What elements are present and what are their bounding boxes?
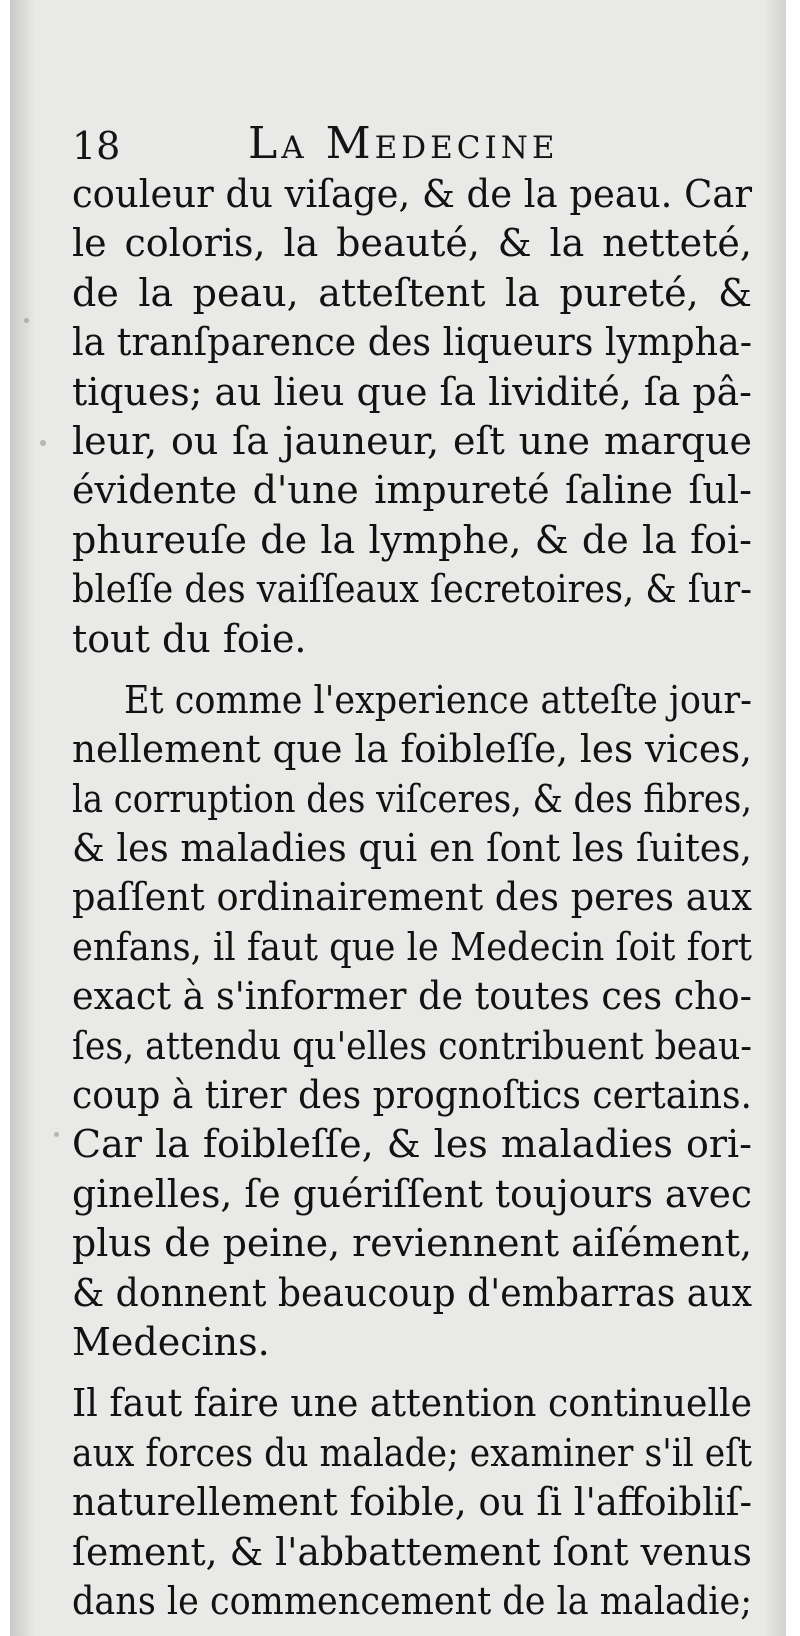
text-line: leur, ou ſa jauneur, eſt une marque — [72, 418, 752, 463]
book-title: La Medecine — [248, 118, 559, 169]
text-line: plus de peine, reviennent aiſément, — [72, 1221, 752, 1266]
text-line: Et comme l'experience atteſte jour- — [124, 677, 752, 722]
ink-speck — [40, 440, 46, 446]
text-line: coup à tirer des prognoſtics certains. — [72, 1073, 753, 1118]
text-line: Il faut faire une attention continuelle — [72, 1381, 753, 1426]
page-edge-shadow-left — [10, 0, 36, 1636]
text-line: de la peau, atteſtent la pureté, & — [72, 270, 752, 315]
ink-speck — [24, 318, 29, 323]
text-line: ſes, attendu qu'elles contribuent beau- — [72, 1023, 753, 1068]
text-line: couleur du viſage, & de la peau. Car — [72, 172, 752, 216]
text-line: exact à s'informer de toutes ces cho- — [72, 974, 752, 1019]
page-edge-shadow-right — [764, 0, 786, 1636]
text-line: le coloris, la beauté, & la netteté, — [72, 221, 752, 266]
ink-speck — [54, 1132, 59, 1137]
text-line: & donnent beaucoup d'embarras aux — [72, 1270, 753, 1315]
page-number: 18 — [72, 124, 121, 168]
text-line: & les maladies qui en ſont les ſuites, — [72, 826, 752, 871]
text-line: bleſſe des vaiſſeaux ſecretoires, & ſur- — [72, 567, 752, 612]
text-line: Medecins. — [72, 1319, 270, 1364]
paragraph-gap — [72, 664, 752, 676]
text-line: tiques; au lieu que ſa lividité, ſa pâ- — [72, 369, 752, 414]
text-line: la corruption des viſceres, & des fibres, — [72, 776, 752, 821]
text-line: aux forces du malade; examiner s'il eſt — [72, 1430, 752, 1475]
text-line: naturellement foible, ou ſi l'affoibliſ- — [72, 1480, 753, 1525]
paragraph-gap — [72, 1367, 752, 1379]
text-line: nellement que la foibleſſe, les vices, — [72, 727, 752, 772]
text-line: ginelles, ſe guériſſent toujours avec — [72, 1171, 753, 1216]
body-text — [72, 170, 752, 1626]
text-line: ſement, & l'abbattement ſont venus — [72, 1529, 753, 1574]
running-head — [72, 118, 752, 174]
text-line: paſſent ordinairement des peres aux — [72, 875, 753, 920]
text-line: évidente d'une impureté ſaline ſul- — [72, 468, 752, 513]
text-line: la tranſparence des liqueurs lympha- — [72, 320, 752, 365]
text-line: enfans, il faut que le Medecin ſoit fort — [72, 924, 752, 969]
book-page — [10, 0, 786, 1636]
text-line: tout du foie. — [72, 616, 307, 661]
text-line: phureuſe de la lymphe, & de la foi- — [72, 517, 752, 562]
text-line: dans le commencement de la maladie; — [72, 1578, 753, 1623]
text-line: Car la foibleſſe, & les maladies ori- — [72, 1122, 752, 1167]
